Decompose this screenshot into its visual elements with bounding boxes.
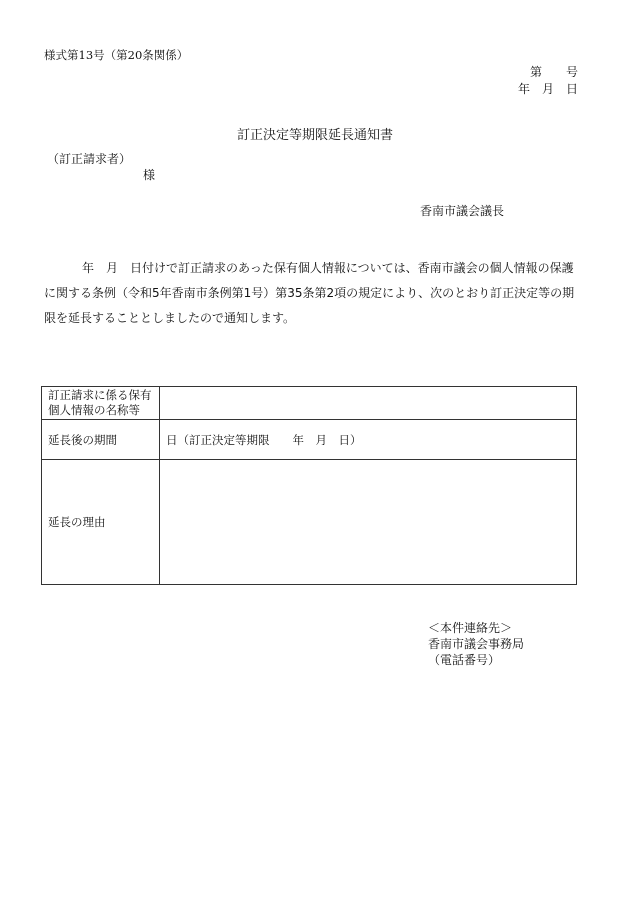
extended-period-label: 延長後の期間 — [42, 420, 160, 460]
table-row — [42, 387, 577, 420]
requester-honorific: 様 — [143, 168, 156, 182]
table-row — [42, 460, 577, 585]
contact-phone: （電話番号） — [428, 653, 501, 667]
form-number: 様式第13号（第20条関係） — [44, 48, 189, 62]
info-table — [41, 386, 577, 585]
extended-period-value: 日（訂正決定等期限 年 月 日） — [160, 420, 577, 460]
info-name-value — [160, 387, 577, 420]
info-name-label: 訂正請求に係る保有個人情報の名称等 — [42, 387, 160, 420]
issue-date: 年 月 日 — [517, 82, 578, 96]
contact-block — [428, 620, 524, 668]
contact-heading: ＜本件連絡先＞ — [428, 621, 513, 635]
extension-reason-value — [160, 460, 577, 585]
body-text: 年 月 日付けで訂正請求のあった保有個人情報については、香南市議会の個人情報の保護に関する条例（令和5年香南市条例第1号）第35条第2項の規定により、次のとおり訂正決定等の期限を延長することとしましたので通知します。 — [44, 261, 575, 325]
requester-label: （訂正請求者） — [47, 152, 132, 166]
document-title: 訂正決定等期限延長通知書 — [236, 128, 393, 143]
contact-office: 香南市議会事務局 — [428, 637, 525, 651]
body-paragraph — [44, 256, 584, 331]
sender-name: 香南市議会議長 — [420, 204, 505, 218]
issue-number: 第 号 — [529, 65, 578, 79]
extension-reason-label: 延長の理由 — [42, 460, 160, 585]
table-row — [42, 420, 577, 460]
